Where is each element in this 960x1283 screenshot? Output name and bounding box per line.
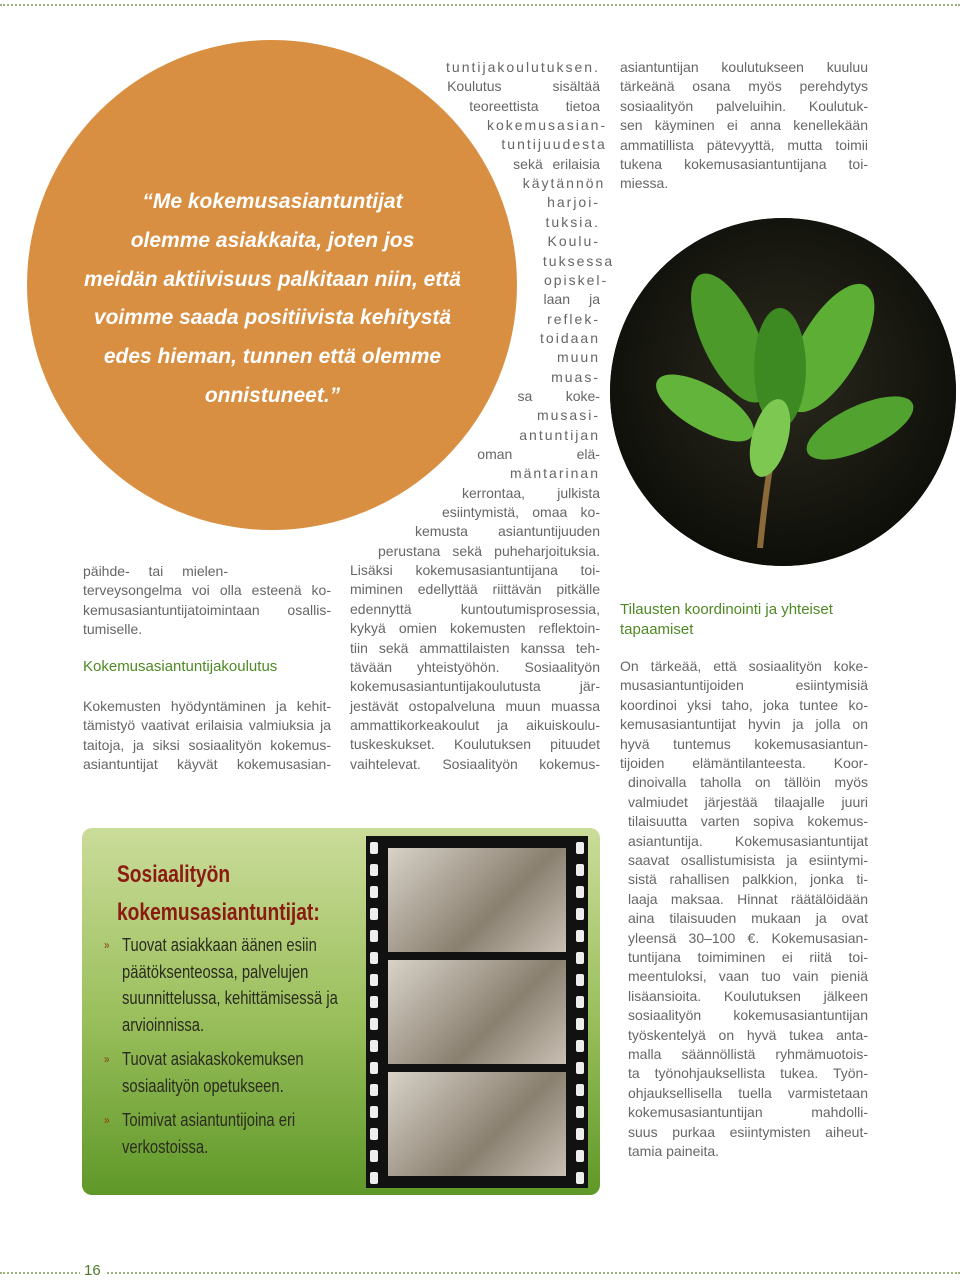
title-line: Sosiaalityön [117,861,231,888]
list-item [104,1107,384,1160]
text-line: laaja maksaa. Hinnat räätälöidään [628,890,868,907]
text-line: tuntijakoulutuksen. [446,59,600,75]
text-line: tamia paineita. [628,1143,720,1159]
film-sprocket [576,1062,584,1074]
film-sprocket [370,1128,378,1140]
text-line: työskentelyä on hyvä tukea anta- [628,1026,868,1043]
text-line: valmiudet järjestää tilaajalle juuri [628,793,868,810]
text-line: Koulu- [547,233,600,250]
bullet-icon: » [104,1113,110,1127]
section-heading: Tilausten koordinointi ja yhteiset [620,601,833,618]
film-sprocket [576,842,584,854]
text-line: Kokemusten hyödyntäminen ja kehit- [83,698,331,714]
text-line: saavat osallistumisista ja esiintymi- [628,852,868,868]
text-line: tuntijuudesta [501,136,607,153]
text-line: taitoja, ja siksi sosiaalityön kokemus- [83,736,331,753]
text-line: ammattikorkeakoulut ja aikuiskoulu- [350,716,600,733]
quote-line: olemme asiakkaita, joten jos [130,228,415,252]
text-line: malla säännöllistä ryhmämuotois- [628,1046,868,1062]
film-sprocket [370,1062,378,1074]
text-line: kykyä omien kokemusten reflektoin- [350,620,600,637]
text-line: päihde- tai mielen- [83,563,228,579]
film-sprocket [370,952,378,964]
list-item [104,1046,384,1099]
film-sprocket [370,974,378,986]
film-sprocket [576,1128,584,1140]
text-line: sistä rahallisen palkkion, jonka ti- [628,871,868,888]
text-line: tumiselle. [83,621,143,638]
film-sprocket [370,908,378,920]
text-line: ammatillista pätevyyttä, mutta toimii [620,136,868,153]
photo-frame [388,960,566,1064]
quote-line: voimme saada positiivista kehitystä [93,306,452,330]
text-line: tijoiden elämäntilanteesta. Koor- [620,755,868,771]
text-line: sa koke- [517,387,600,404]
text-line: käytännön [522,175,606,192]
text-line: harjoi- [547,194,600,211]
text-line: perustana sekä puheharjoituksia. [378,542,600,559]
film-sprocket [576,974,584,986]
quote-line: “Me kokemusasiantuntijat [142,190,403,213]
photo-frame [388,1072,566,1176]
film-sprocket [370,996,378,1008]
text-line: kerrontaa, julkista [462,484,600,501]
info-box-title [117,856,320,932]
text-line: teoreettista tietoa [469,97,600,114]
text-line: sekä erilaisia [513,155,600,172]
text-line: miessa. [620,175,669,192]
text-line: kokemusasian- [486,117,608,134]
film-sprocket [576,886,584,898]
film-strip-photos [366,836,588,1188]
bullet-text: Tuovat asiakaskokemuksen sosiaalityön opetukseen. [122,1049,304,1096]
text-line: antuntijan [519,426,600,443]
text-line: sosiaalityön kokemusasiantuntijan [628,1007,868,1024]
film-sprocket [370,1040,378,1052]
text-line: kokemusasiantuntijakoulutusta jär- [350,678,600,695]
film-sprocket [370,864,378,876]
text-line: tävään yhteistyöhön. Sosiaalityön [350,658,600,675]
text-line: vaihtelevat. Sosiaalityön kokemus- [350,755,600,772]
text-line: asiantuntija. Kokemusasiantuntijat [628,832,868,849]
pull-quote [45,183,500,416]
text-line: jestävät ostopalveluna muun muassa [350,697,600,714]
text-line: yleensä 30–100 €. Kokemusasian- [628,929,868,946]
film-sprocket [576,996,584,1008]
text-line: asiantuntijat käyvät kokemusasian- [83,756,331,773]
film-sprocket [370,1150,378,1162]
quote-line: meidän aktiivisuus palkitaan niin, että [84,267,461,291]
text-line: Lisäksi kokemusasiantuntijana toi- [350,562,600,579]
top-dotted-rule [0,4,960,6]
title-line: kokemusasiantuntijat: [117,899,320,926]
text-line: tuksia. [545,213,600,230]
text-line: tuskeskukset. Koulutuksen pituudet [350,736,600,753]
text-line: tuntijana toimiminen ei riitä toi- [628,949,868,965]
text-line: opiskel- [543,271,609,288]
film-sprocket [576,930,584,942]
film-sprocket [576,1150,584,1162]
text-line: laan ja [543,291,600,308]
text-line: muas- [551,368,600,385]
text-line: kemusasiantuntijat hyvin ja jolla on [620,716,868,733]
quote-line: edes hieman, tunnen että olemme [103,345,442,369]
text-line: tärkeänä osana myös perehdytys [620,78,868,95]
film-sprocket [370,1172,378,1184]
text-line: sen käyminen ei anna kenellekään [620,117,868,134]
film-sprocket [576,908,584,920]
text-line: musasi- [536,407,600,424]
text-line: muun [556,349,600,366]
film-sprocket [370,842,378,854]
text-line: hyvä tuntemus kokemusasiantun- [620,735,868,752]
text-line: tiin sekä ammattilaisten kanssa teh- [350,639,600,656]
text-line: mäntarinan [509,465,600,482]
text-line: toidaan [540,329,600,346]
text-line: koordinoi yksi taho, joka tuntee ko- [620,696,868,713]
film-sprocket [370,930,378,942]
text-line: meentuloksi, vaan tuo vain pieniä [628,968,868,985]
film-sprocket [576,1106,584,1118]
leaf-sprout-photo [610,218,956,566]
film-sprocket [370,1084,378,1096]
film-sprocket [576,1084,584,1096]
film-sprocket [576,952,584,964]
text-line: tilaisuutta varten sopiva kokemus- [628,813,868,830]
film-sprocket [576,1018,584,1030]
text-line: edennyttä kuntoutumisprosessia, [350,600,600,617]
bullet-text: Toimivat asiantuntijoina eri verkostoissa. [122,1110,296,1157]
info-box [82,828,600,1195]
text-line: reflek- [547,310,600,327]
text-line: tukena kokemusasiantuntijana toi- [620,156,868,172]
bullet-icon: » [104,938,110,952]
text-line: tuksessa [542,252,615,269]
quote-line: onnistuneet.” [204,383,341,407]
film-sprocket [370,1018,378,1030]
bullet-text: Tuovat asiakkaan äänen esiin päätöksenteossa, palvelujen suunnittelussa, kehittämisessä ja arvioinnissa. [122,935,338,1035]
page-number: 16 [80,1262,105,1279]
list-item [104,932,384,1038]
section-heading: tapaamiset [620,621,694,638]
text-line: terveysongelma voi olla esteenä ko- [83,582,331,599]
text-line: sosiaalityön palveluihin. Koulutuk- [620,97,868,114]
text-line: oman elä- [477,446,600,462]
film-sprocket [576,864,584,876]
text-line: tämistyö vaativat erilaisia valmiuksia ja [83,717,331,734]
text-line: kemusta asiantuntijuuden [415,523,600,540]
text-line: miminen edellyttää riittävän pitkälle [350,581,600,598]
text-line: ta työnohjauksellista tukea. Työn- [628,1065,868,1082]
text-line: kokemusasiantuntijan mahdolli- [628,1104,868,1121]
photo-frame [388,848,566,952]
text-line: Koulutus sisältää [447,78,600,95]
film-sprocket [576,1172,584,1184]
text-line: On tärkeää, että sosiaalityön koke- [620,658,868,674]
film-sprocket [370,1106,378,1118]
film-sprocket [370,886,378,898]
bullet-icon: » [104,1052,110,1066]
info-box-list [104,932,374,1168]
text-line: ohjauksellisella tuella varmistetaan [628,1084,868,1101]
text-line: dinoivalla taholla on tällöin myös [628,774,868,791]
text-line: kemusasiantuntijatoimintaan osallis- [83,601,331,618]
text-line: musasiantuntijoiden esiintymisiä [620,677,868,694]
section-heading: Kokemusasiantuntijakoulutus [83,658,278,675]
text-line: lisäansioita. Koulutuksen jälkeen [628,987,868,1004]
text-line: aina tilaisuuden mukaan ja ovat [628,910,868,927]
text-line: suus purkaa esiintymisten aiheut- [628,1123,868,1140]
text-line: asiantuntijan koulutukseen kuuluu [620,59,868,75]
bottom-dotted-rule [0,1272,960,1274]
film-sprocket [576,1040,584,1052]
text-line: esiintymistä, omaa ko- [442,504,600,521]
